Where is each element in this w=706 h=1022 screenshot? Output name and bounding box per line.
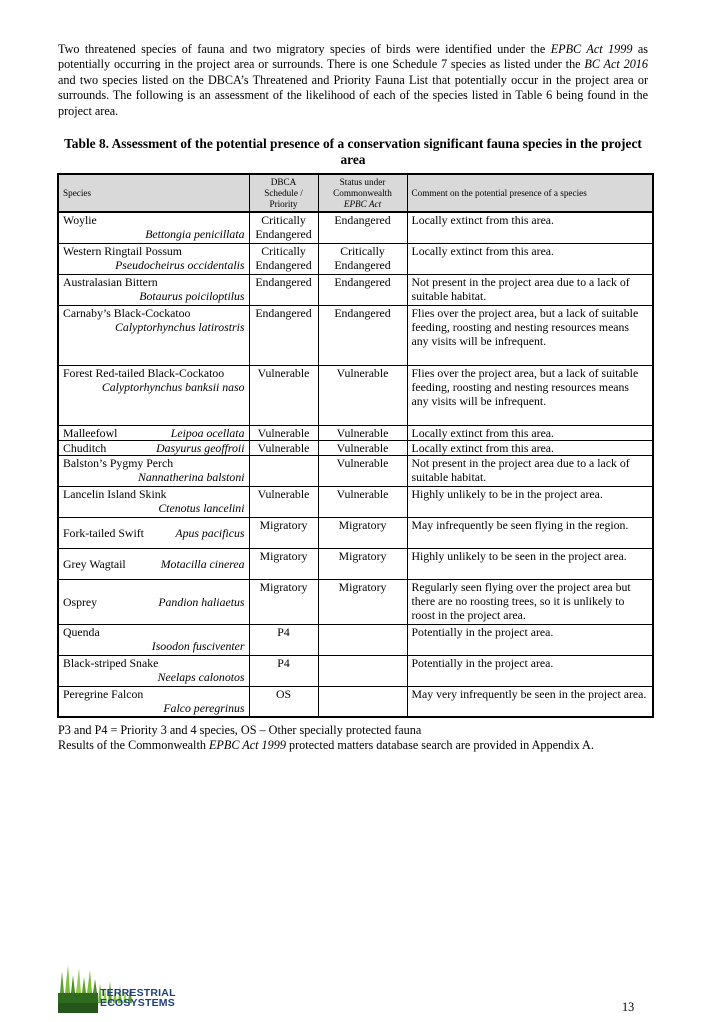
table-row [58,243,653,274]
scientific-name: Neelaps calonotos [157,670,245,685]
comment-cell: Potentially in the project area. [407,655,653,686]
dbca-status-cell: Migratory [249,517,318,548]
comment-cell: Potentially in the project area. [407,624,653,655]
table-row [58,212,653,243]
species-cell [58,305,249,365]
header-commonwealth-text: Status under Commonwealth [333,176,392,198]
fauna-assessment-table [57,173,654,718]
logo-text [100,988,176,1008]
intro-text: as potentially occurring in the project area or surrounds. There is one Schedule 7 species as listed under the [58,42,649,72]
table-row [58,655,653,686]
common-name: Woylie [63,213,97,227]
common-name: Balston’s Pygmy Perch [63,455,174,470]
species-cell [58,624,249,655]
scientific-name: Calyptorhynchus banksii naso [101,379,245,394]
common-name: Lancelin Island Skink [63,486,167,501]
dbca-status-cell: P4 [249,655,318,686]
intro-paragraph [58,42,648,119]
header-comment: Comment on the potential presence of a species [407,174,653,212]
scientific-name: Botaurus poiciloptilus [139,288,245,303]
comment-cell: Not present in the project area due to a lack of suitable habitat. [407,455,653,486]
dbca-status-cell: Critically Endangered [249,212,318,243]
scientific-name: Pseudocheirus occidentalis [115,257,245,272]
table-row [58,425,653,440]
scientific-name: Falco peregrinus [163,701,245,716]
commonwealth-status-cell [318,686,407,717]
species-cell [58,425,249,440]
table-header-row [58,174,653,212]
common-name: Osprey [63,594,98,609]
dbca-status-cell: P4 [249,624,318,655]
logo-line-terrestrial: TERRESTRIAL [100,987,176,999]
intro-act-bc: BC Act 2016 [584,57,648,72]
common-name: Quenda [63,624,100,639]
header-dbca: DBCA Schedule / Priority [249,174,318,212]
common-name: Forest Red-tailed Black-Cockatoo [63,365,225,380]
dbca-status-cell: Endangered [249,274,318,305]
table-row [58,305,653,365]
dbca-status-cell: Endangered [249,305,318,365]
scientific-name: Isoodon fusciventer [151,639,245,654]
table-row [58,624,653,655]
scientific-name: Ctenotus lancelini [158,501,245,516]
dbca-status-cell: Vulnerable [249,486,318,517]
dbca-status-cell: Vulnerable [249,365,318,425]
dbca-status-cell: OS [249,686,318,717]
footnotes [58,723,658,754]
scientific-name: Bettongia penicillata [145,227,245,242]
comment-cell: May infrequently be seen flying in the region. [407,517,653,548]
scientific-name: Calyptorhynchus latirostris [115,319,245,334]
table-row [58,686,653,717]
commonwealth-status-cell: Migratory [318,517,407,548]
commonwealth-status-cell [318,624,407,655]
species-cell [58,455,249,486]
table-row [58,365,653,425]
page-number: 13 [622,1000,635,1014]
logo-line-ecosystems: ECOSYSTEMS [100,997,175,1009]
dbca-status-cell: Migratory [249,548,318,579]
table-row [58,486,653,517]
commonwealth-status-cell: Vulnerable [318,425,407,440]
common-name: Carnaby’s Black-Cockatoo [63,305,191,320]
comment-cell: Highly unlikely to be in the project area. [407,486,653,517]
common-name: Grey Wagtail [63,556,126,571]
comment-cell: Flies over the project area, but a lack of suitable feeding, roosting and nesting resources means any visits will be infrequent. [407,365,653,425]
header-commonwealth [318,174,407,212]
footnote-act: EPBC Act 1999 [208,738,286,753]
commonwealth-status-cell: Critically Endangered [318,243,407,274]
common-name: Peregrine Falcon [63,686,144,701]
footnote-appendix [58,738,658,753]
common-name: Black-striped Snake [63,655,159,670]
footnote-text: protected matters database search are provided in Appendix A. [285,738,594,753]
intro-act-epbc: EPBC Act 1999 [550,42,633,56]
comment-cell: Locally extinct from this area. [407,440,653,455]
commonwealth-status-cell: Endangered [318,274,407,305]
species-cell [58,548,249,579]
comment-cell: Flies over the project area, but a lack of suitable feeding, roosting and nesting resources means any visits will be infrequent. [407,305,653,365]
commonwealth-status-cell: Vulnerable [318,440,407,455]
commonwealth-status-cell: Endangered [318,305,407,365]
commonwealth-status-cell: Vulnerable [318,365,407,425]
header-commonwealth-act: EPBC Act [343,198,382,209]
dbca-status-cell [249,455,318,486]
dbca-status-cell: Critically Endangered [249,243,318,274]
scientific-name: Dasyurus geoffroii [156,440,245,455]
table-row [58,579,653,624]
commonwealth-status-cell: Vulnerable [318,486,407,517]
scientific-name: Motacilla cinerea [160,556,245,571]
header-species: Species [58,174,249,212]
species-cell [58,517,249,548]
table-row [58,440,653,455]
species-cell [58,686,249,717]
common-name: Fork-tailed Swift [63,525,144,540]
dbca-status-cell: Migratory [249,579,318,624]
comment-cell: Not present in the project area due to a lack of suitable habitat. [407,274,653,305]
commonwealth-status-cell: Endangered [318,212,407,243]
scientific-name: Pandion haliaetus [158,594,245,609]
common-name: Western Ringtail Possum [63,243,182,258]
comment-cell: Regularly seen flying over the project area but there are no roosting trees, so it is unlikely to roost in the project area. [407,579,653,624]
table-row [58,274,653,305]
species-cell [58,655,249,686]
comment-cell: Highly unlikely to be seen in the project area. [407,548,653,579]
species-cell [58,486,249,517]
common-name: Australasian Bittern [63,274,158,289]
species-cell [58,212,249,243]
table-row [58,517,653,548]
species-cell [58,440,249,455]
scientific-name: Nannatherina balstoni [137,470,245,485]
dbca-status-cell: Vulnerable [249,440,318,455]
intro-text: Two threatened species of fauna and two migratory species of birds were identified under the [58,42,551,56]
scientific-name: Apus pacificus [175,525,245,540]
common-name: Malleefowl [63,425,118,440]
commonwealth-status-cell: Migratory [318,579,407,624]
footnote-text: Results of the Commonwealth [58,738,209,753]
species-cell [58,243,249,274]
commonwealth-status-cell: Migratory [318,548,407,579]
commonwealth-status-cell [318,655,407,686]
comment-cell: Locally extinct from this area. [407,212,653,243]
comment-cell: Locally extinct from this area. [407,425,653,440]
table-title: Table 8. Assessment of the potential presence of a conservation significant fauna species in the project area [64,136,642,167]
comment-cell: May very infrequently be seen in the project area. [407,686,653,717]
intro-text: and two species listed on the DBCA’s Threatened and Priority Fauna List that potentially occur in the project area or surrounds. The following is an assessment of the likelihood of each of the species listed in Table 6 being found in the project area. [58,72,648,118]
species-cell [58,274,249,305]
scientific-name: Leipoa ocellata [170,425,245,440]
dbca-status-cell: Vulnerable [249,425,318,440]
table-row [58,548,653,579]
commonwealth-status-cell: Vulnerable [318,455,407,486]
footnote-priority: P3 and P4 = Priority 3 and 4 species, OS – Other specially protected fauna [58,723,422,737]
species-cell [58,365,249,425]
common-name: Chuditch [63,440,107,455]
species-cell [58,579,249,624]
comment-cell: Locally extinct from this area. [407,243,653,274]
table-row [58,455,653,486]
